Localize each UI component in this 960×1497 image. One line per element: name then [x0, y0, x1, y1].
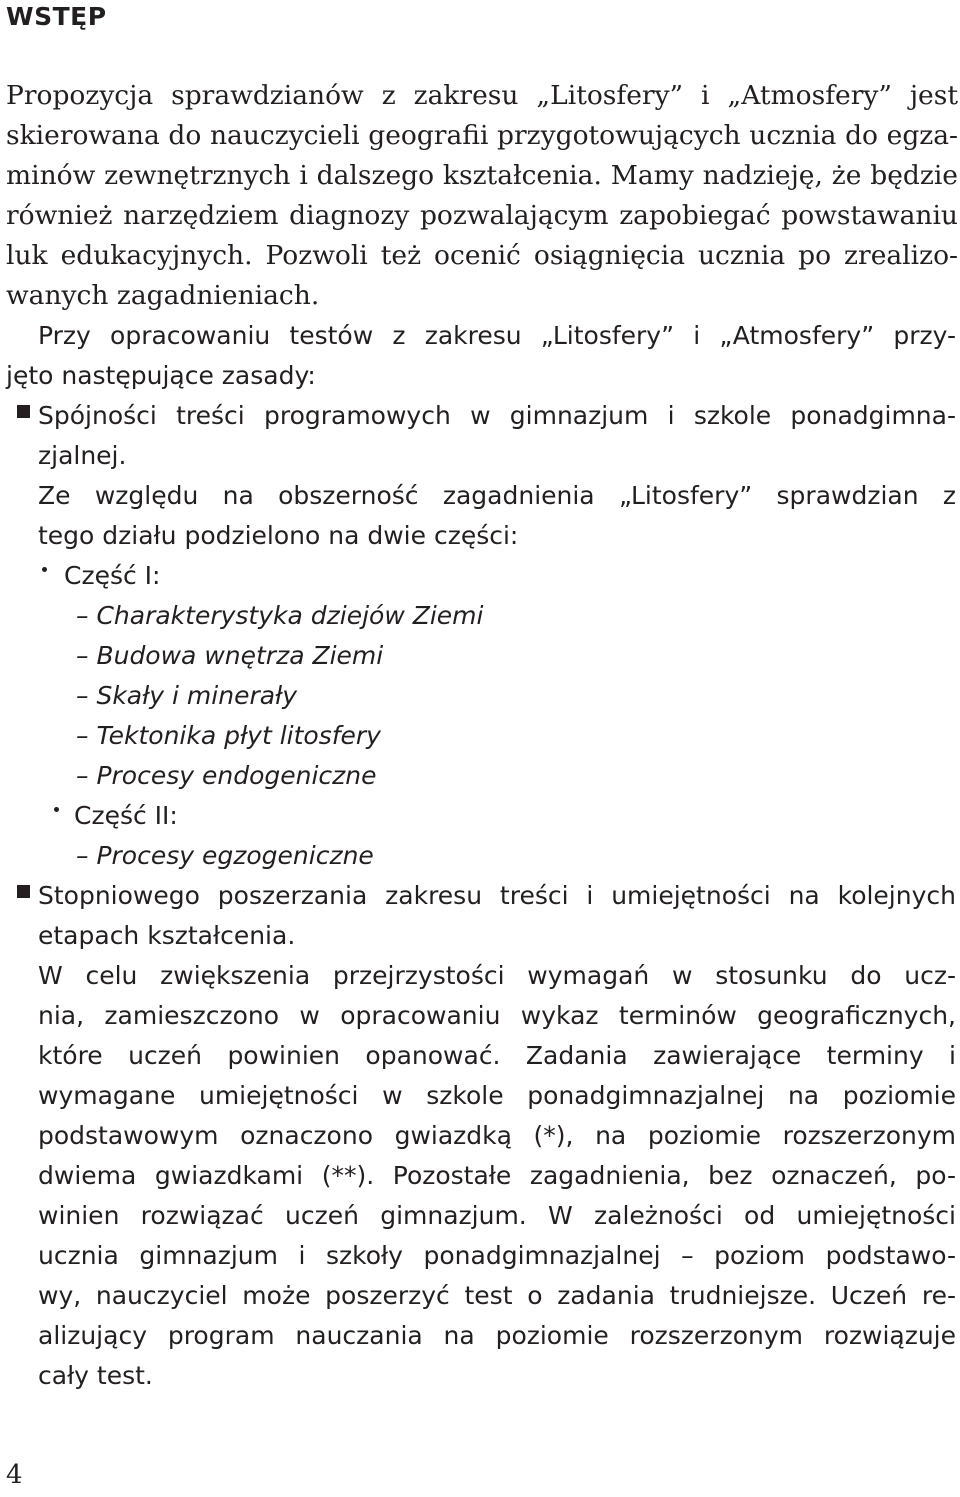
part-2-item: – Procesy egzogeniczne [76, 841, 374, 870]
intro-line: wanych zagadnieniach. [6, 280, 320, 311]
rule-1-line: zjalnej. [38, 441, 127, 470]
square-bullet-icon [17, 405, 30, 418]
intro-line: również narzędziem diagnozy pozwalającym zapobiegać powstawaniu [6, 200, 958, 231]
rules-intro-line: jęto następujące zasady: [6, 361, 316, 390]
rule-1-line: Spójności treści programowych w gimnazjum i szkole ponadgimna- [38, 401, 956, 430]
page-heading: WSTĘP [6, 2, 107, 31]
rule-2-line: Stopniowego poszerzania zakresu treści i umiejętności na kolejnych [38, 881, 956, 910]
part-1-item: – Tektonika płyt litosfery [76, 721, 381, 750]
final-line: które uczeń powinien opanować. Zadania zawierające terminy i [38, 1041, 956, 1070]
final-line: wymagane umiejętności w szkole ponadgimnazjalnej na poziomie [38, 1081, 956, 1110]
part-1-item: – Charakterystyka dziejów Ziemi [76, 601, 484, 630]
final-line: alizujący program nauczania na poziomie rozszerzonym rozwiązuje [38, 1321, 956, 1350]
final-line: dwiema gwiazdkami (**). Pozostałe zagadnienia, bez oznaczeń, po- [38, 1161, 956, 1190]
dot-bullet-icon [54, 807, 59, 812]
final-line: ucznia gimnazjum i szkoły ponadgimnazjalnej – poziom podstawo- [38, 1241, 956, 1270]
page-number: 4 [6, 1460, 23, 1490]
intro-line: luk edukacyjnych. Pozwoli też ocenić osiągnięcia ucznia po zrealizo- [6, 240, 958, 271]
part-1-item: – Procesy endogeniczne [76, 761, 377, 790]
final-line: podstawowym oznaczono gwiazdką (*), na poziomie rozszerzonym [38, 1121, 956, 1150]
intro-line: Propozycja sprawdzianów z zakresu „Litosfery” i „Atmosfery” jest [6, 80, 958, 111]
intro-line: minów zewnętrznych i dalszego kształcenia. Mamy nadzieję, że będzie [6, 160, 958, 191]
final-line: cały test. [38, 1361, 153, 1390]
part-2-label: Część II: [74, 801, 178, 830]
rule-2-line: etapach kształcenia. [38, 921, 296, 950]
part-1-item: – Budowa wnętrza Ziemi [76, 641, 384, 670]
intro-line: skierowana do nauczycieli geografii przygotowujących ucznia do egza- [6, 120, 958, 151]
final-line: W celu zwiększenia przejrzystości wymagań w stosunku do ucz- [38, 961, 956, 990]
final-line: nia, zamieszczono w opracowaniu wykaz terminów geograficznych, [38, 1001, 956, 1030]
part-1-item: – Skały i minerały [76, 681, 298, 710]
split-line: Ze względu na obszerność zagadnienia „Litosfery” sprawdzian z [38, 481, 956, 510]
dot-bullet-icon [42, 567, 47, 572]
part-1-label: Część I: [64, 561, 161, 590]
split-line: tego działu podzielono na dwie części: [38, 521, 519, 550]
final-line: wy, nauczyciel może poszerzyć test o zadania trudniejsze. Uczeń re- [38, 1281, 956, 1310]
square-bullet-icon [17, 885, 30, 898]
rules-intro-line: Przy opracowaniu testów z zakresu „Litosfery” i „Atmosfery” przy- [38, 321, 956, 350]
final-line: winien rozwiązać uczeń gimnazjum. W zależności od umiejętności [38, 1201, 956, 1230]
